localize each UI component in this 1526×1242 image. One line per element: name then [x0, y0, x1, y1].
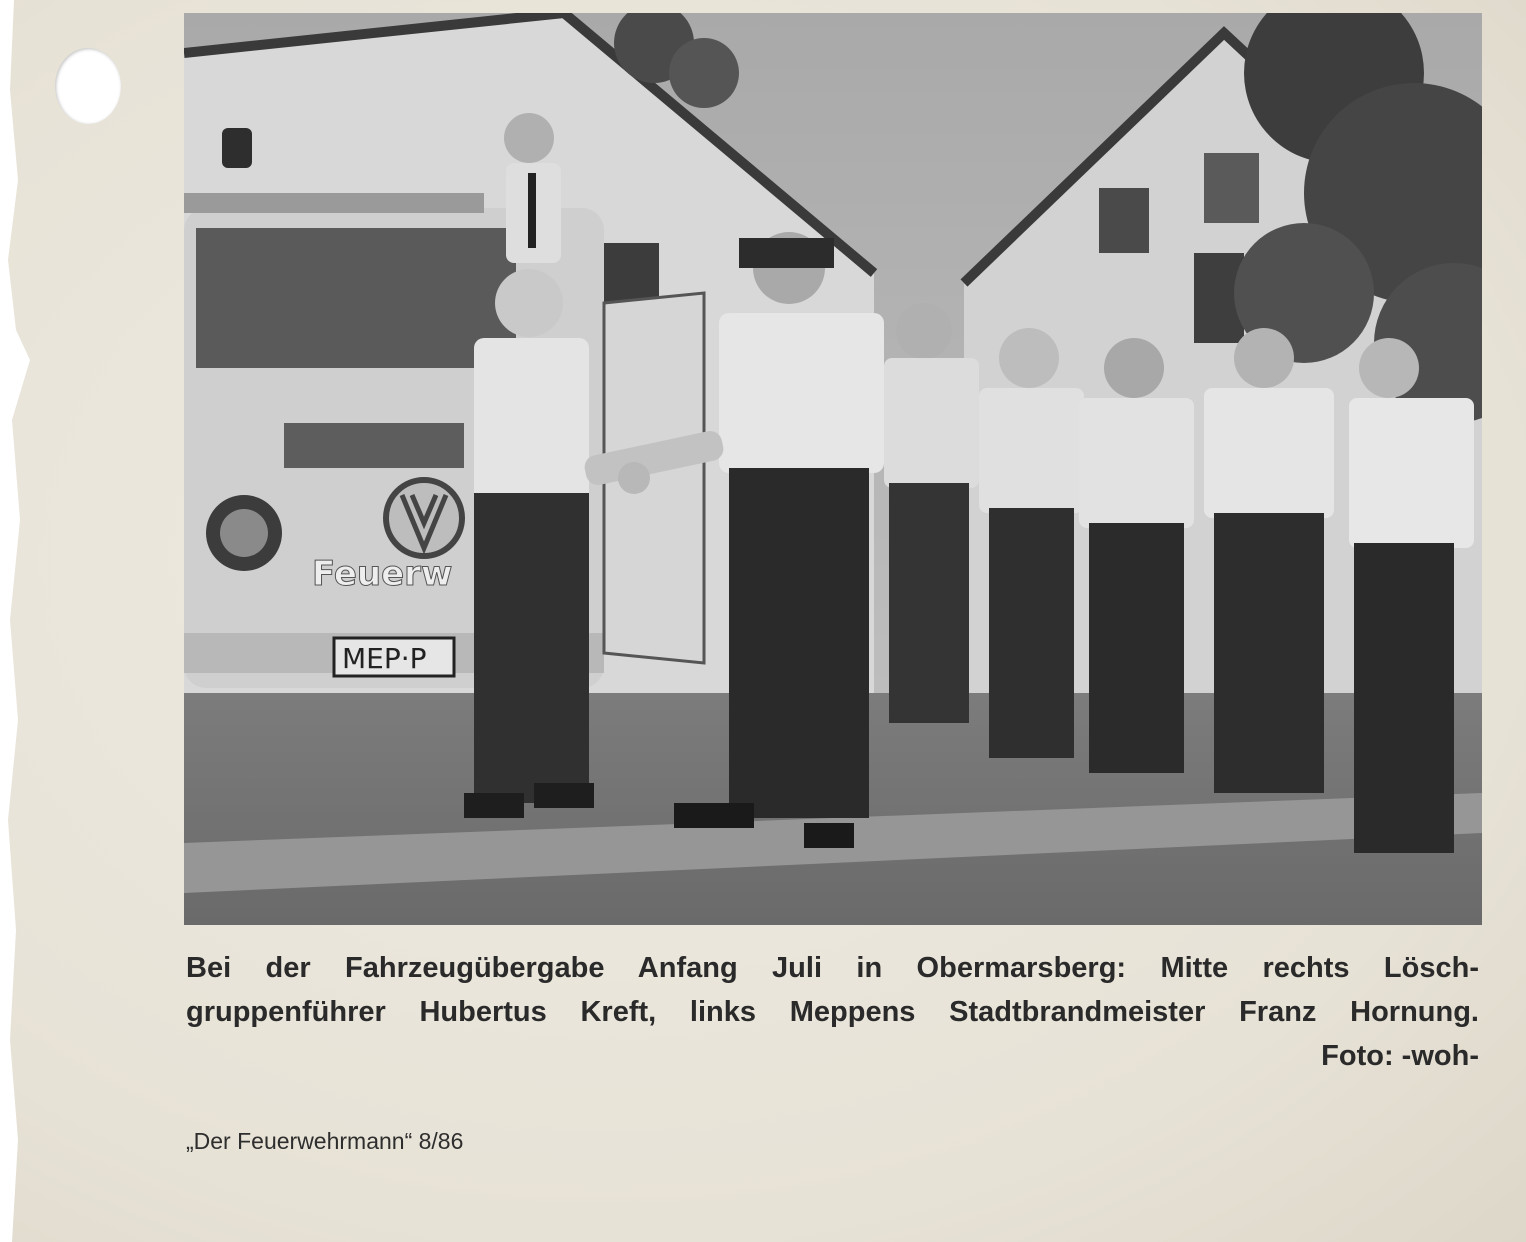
siren-light	[222, 128, 252, 168]
photo-scene	[184, 13, 1482, 925]
caption-line-1: Bei der Fahrzeugübergabe Anfang Juli in Obermarsberg: Mitte rechts Lösch-	[186, 952, 1479, 984]
photo-credit: Foto: -woh-	[1321, 1040, 1479, 1072]
license-plate-text: MEP·P	[342, 642, 427, 675]
window	[1099, 188, 1149, 253]
windshield	[196, 228, 516, 368]
person-background-1	[884, 303, 979, 723]
grille	[284, 423, 464, 468]
person-background-3	[1079, 338, 1194, 773]
news-photo	[184, 13, 1482, 925]
sign	[1204, 153, 1259, 223]
punch-hole	[55, 48, 121, 124]
caption-line-2: gruppenführer Hubertus Kreft, links Meppens Stadtbrandmeister Franz Hornung.	[186, 996, 1479, 1028]
person-background-2	[979, 328, 1084, 758]
torn-paper-edge	[0, 0, 40, 1242]
publication-source: „Der Feuerwehrmann“ 8/86	[186, 1128, 464, 1154]
person-franz-hornung	[464, 269, 594, 818]
roof-rack	[184, 193, 484, 213]
photo-caption	[186, 946, 1479, 1078]
vehicle-lettering: Feuerw	[312, 554, 453, 594]
person-on-roof	[504, 113, 561, 263]
person-background-4	[1204, 328, 1334, 793]
